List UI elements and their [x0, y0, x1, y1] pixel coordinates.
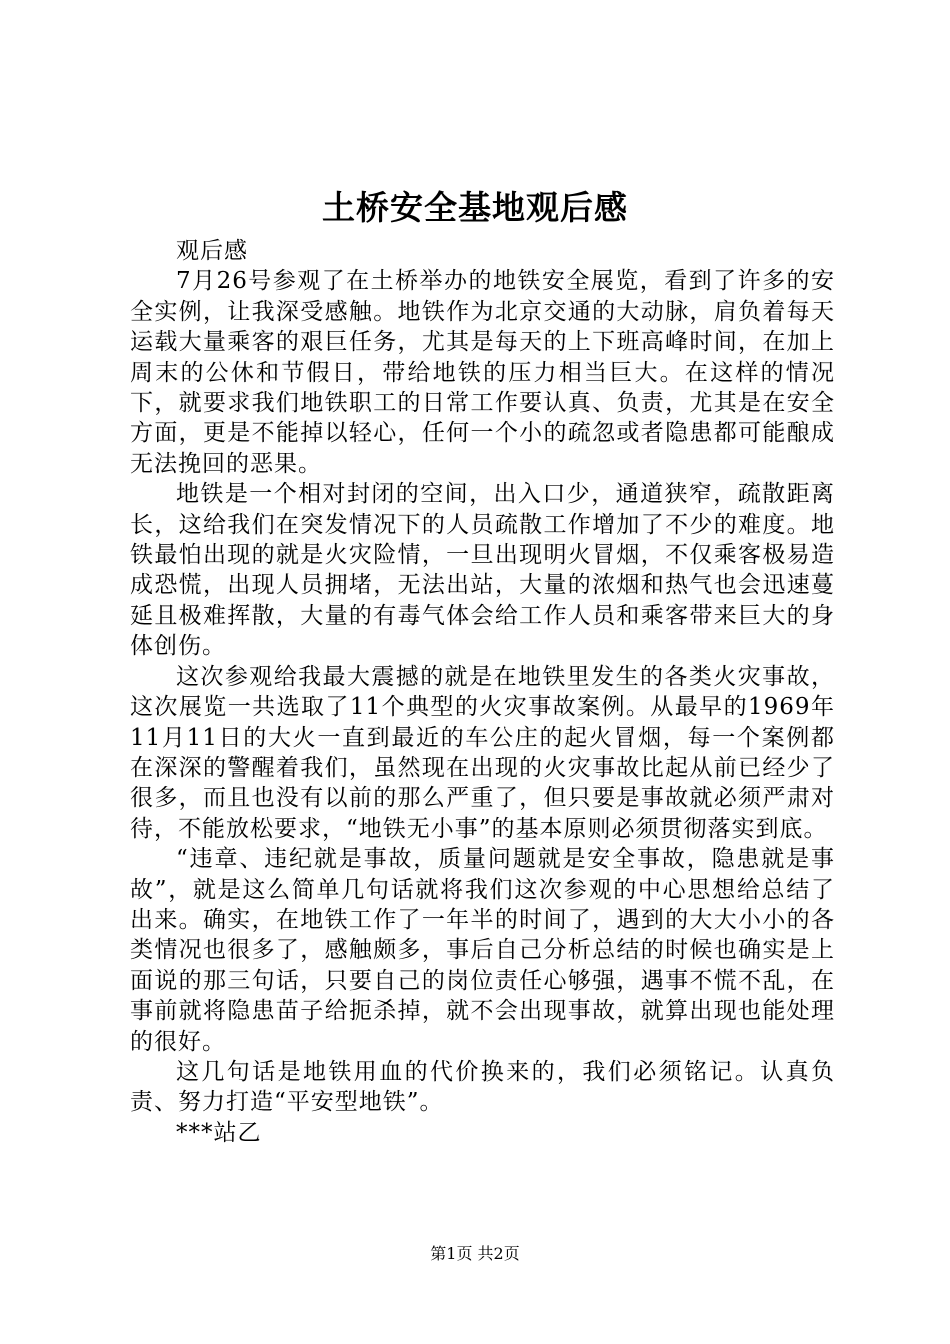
- page-number-footer: 第1页 共2页: [430, 1244, 520, 1263]
- document-title: 土桥安全基地观后感: [322, 188, 628, 227]
- paragraph-heading: 观后感: [176, 238, 248, 264]
- paragraph-2: 地铁是一个相对封闭的空间，出入口少，通道狭窄，疏散距离长，这给我们在突发情况下的人员疏散工作增加了不少的难度。地铁最怕出现的就是火灾险情，一旦出现明火冒烟，不仅乘客极易造成恐慌，出现人员拥堵，无法出站，大量的浓烟和热气也会迅速蔓延且极难挥散，大量的有毒气体会给工作人员和乘客带来巨大的身体创伤。: [130, 481, 835, 660]
- paragraph-4: “违章、违纪就是事故，质量问题就是安全事故，隐患就是事故”，就是这么简单几句话就将我们这次参观的中心思想给总结了出来。确实，在地铁工作了一年半的时间了，遇到的大大小小的各类情况也很多了，感触颇多，事后自己分析总结的时候也确实是上面说的那三句话，只要自己的岗位责任心够强，遇事不慌不乱，在事前就将隐患苗子给扼杀掉，就不会出现事故，就算出现也能处理的很好。: [130, 846, 835, 1055]
- paragraph-3: 这次参观给我最大震撼的就是在地铁里发生的各类火灾事故，这次展览一共选取了11个典型的火灾事故案例。从最早的1969年11月11日的大火一直到最近的车公庄的起火冒烟，每一个案例都在深深的警醒着我们，虽然现在出现的火灾事故比起从前已经少了很多，而且也没有以前的那么严重了，但只要是事故就必须严肃对待，不能放松要求，“地铁无小事”的基本原则必须贯彻落实到底。: [130, 663, 835, 842]
- paragraph-1: 7月26号参观了在土桥举办的地铁安全展览，看到了许多的安全实例，让我深受感触。地铁作为北京交通的大动脉，肩负着每天运载大量乘客的艰巨任务，尤其是每天的上下班高峰时间，在加上周末的公休和节假日，带给地铁的压力相当巨大。在这样的情况下，就要求我们地铁职工的日常工作要认真、负责，尤其是在安全方面，更是不能掉以轻心，任何一个小的疏忽或者隐患都可能酿成无法挽回的恶果。: [130, 268, 835, 477]
- signature: ***站乙: [176, 1119, 262, 1146]
- document-body: [130, 236, 835, 1148]
- paragraph-5: 这几句话是地铁用血的代价换来的，我们必须铭记。认真负责、努力打造“平安型地铁”。: [130, 1058, 835, 1116]
